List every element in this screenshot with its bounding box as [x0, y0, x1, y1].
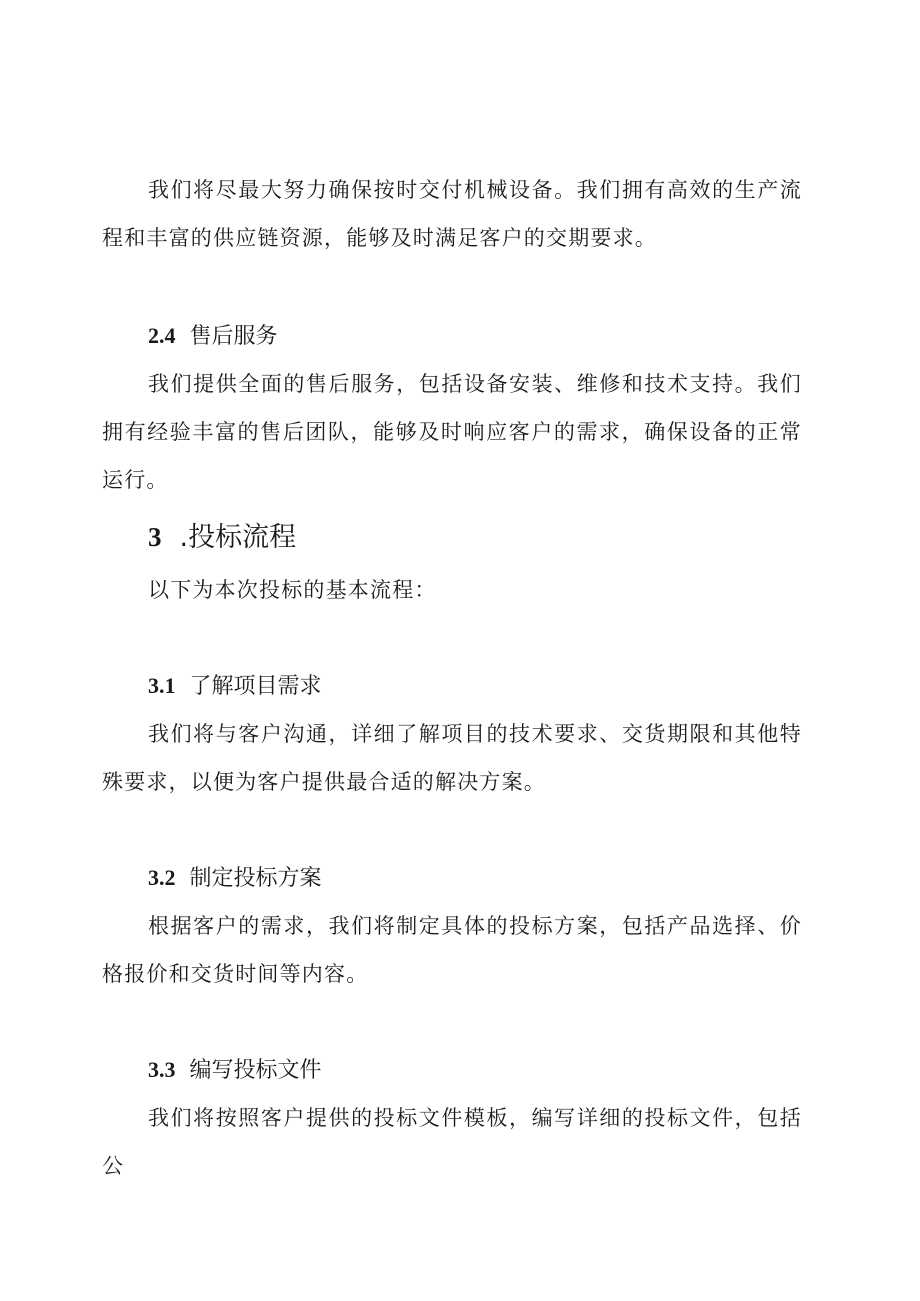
paragraph-3-3: 我们将按照客户提供的投标文件模板，编写详细的投标文件，包括公	[102, 1106, 802, 1178]
section-heading-2-4	[148, 320, 278, 353]
section-heading-3-2	[148, 862, 322, 895]
section-title: 制定投标方案	[189, 866, 322, 891]
section-heading-3	[148, 518, 296, 557]
paragraph-after-sales: 我们提供全面的售后服务，包括设备安装、维修和技术支持。我们拥有经验丰富的售后团队，能够及时响应客户的需求，确保设备的正常运行。	[102, 372, 802, 492]
paragraph-intro: 以下为本次投标的基本流程：	[148, 578, 437, 602]
section-title: 了解项目需求	[189, 674, 322, 699]
section-title: .投标流程	[179, 522, 297, 553]
section-number: 3.3	[148, 1057, 176, 1082]
section-heading-3-3	[148, 1054, 322, 1087]
paragraph-3-2: 根据客户的需求，我们将制定具体的投标方案，包括产品选择、价格报价和交货时间等内容。	[102, 914, 802, 986]
section-number: 3.2	[148, 865, 176, 890]
paragraph-3-1: 我们将与客户沟通，详细了解项目的技术要求、交货期限和其他特殊要求，以便为客户提供最合适的解决方案。	[102, 722, 802, 794]
paragraph-delivery: 我们将尽最大努力确保按时交付机械设备。我们拥有高效的生产流程和丰富的供应链资源，能够及时满足客户的交期要求。	[102, 178, 802, 250]
section-number: 3	[148, 522, 162, 552]
section-number: 2.4	[148, 323, 176, 348]
section-title: 编写投标文件	[189, 1058, 322, 1083]
section-title: 售后服务	[189, 324, 278, 349]
section-number: 3.1	[148, 673, 176, 698]
section-heading-3-1	[148, 670, 322, 703]
